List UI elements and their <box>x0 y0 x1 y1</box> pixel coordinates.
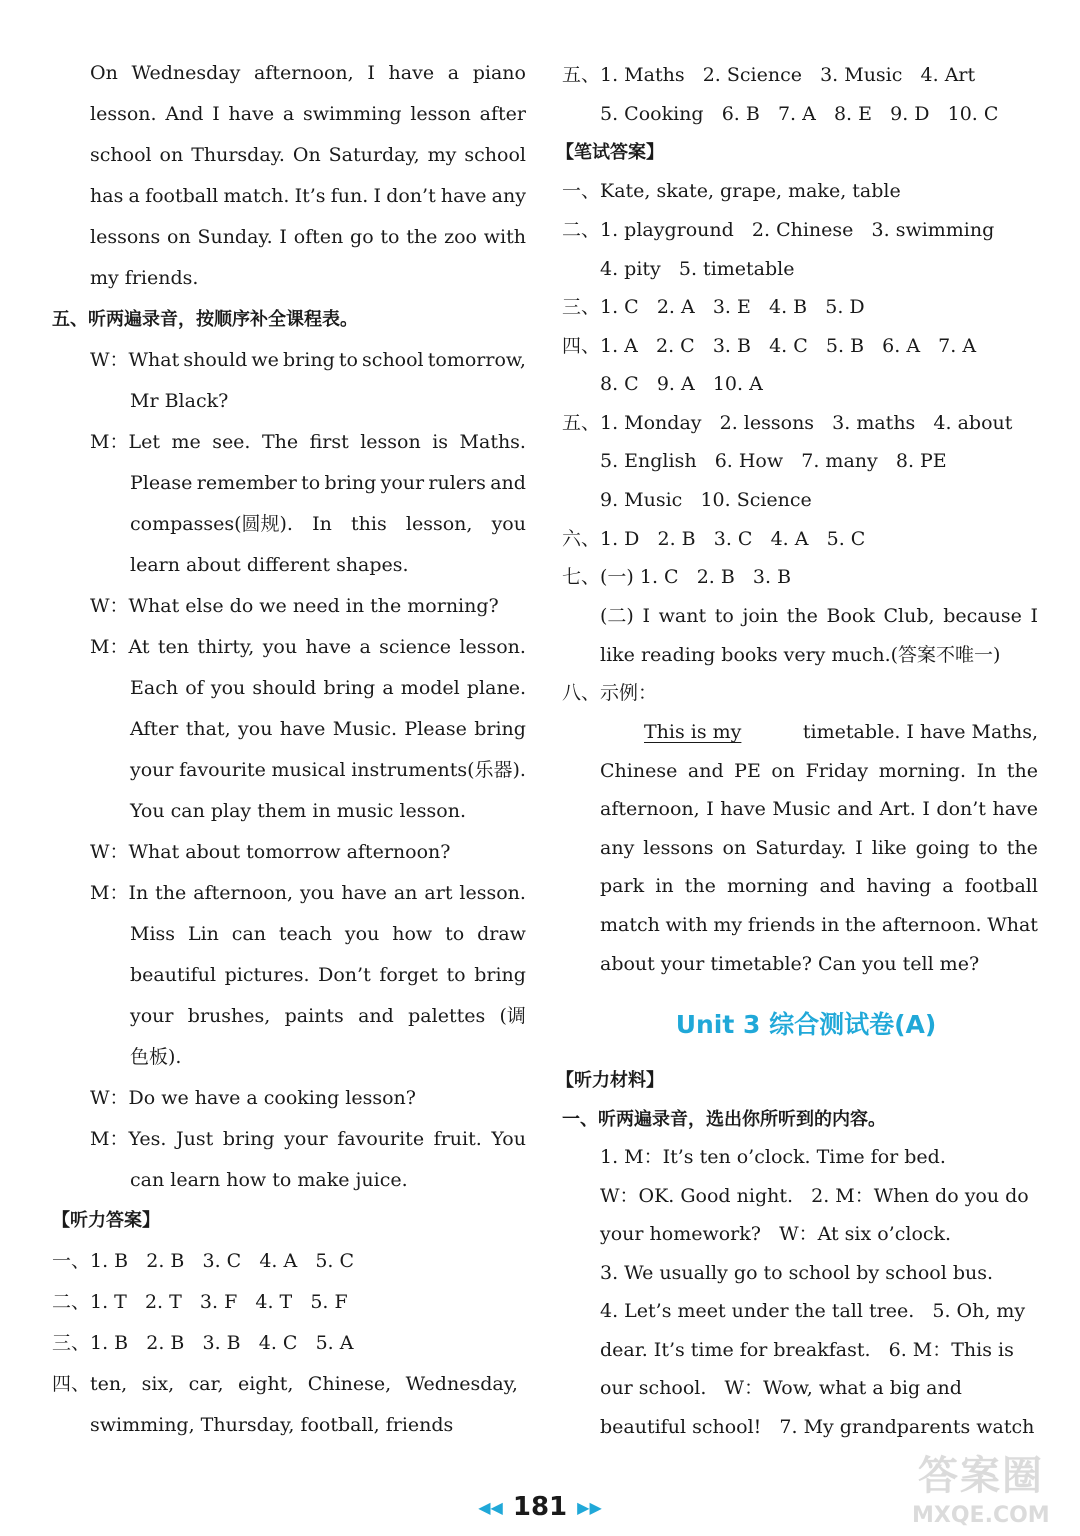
material-line: dear. It’s time for breakfast. 6. M：This is <box>600 1339 1014 1361</box>
material-line: 4. Let’s meet under the tall tree. 5. Oh, my <box>600 1300 1026 1322</box>
dialogue-line: W：What about tomorrow afternoon? <box>90 841 451 863</box>
section-heading: 五、听两遍录音，按顺序补全课程表。 <box>52 309 358 330</box>
essay-line: match with my friends in the afternoon. What <box>600 914 1038 936</box>
section-heading: 一、听两遍录音，选出你所听到的内容。 <box>562 1109 886 1130</box>
dialogue-line: Mr Black? <box>130 390 229 412</box>
dialogue-line: Miss Lin can teach you how to draw <box>130 923 526 945</box>
essay-line: park in the morning and having a football <box>600 875 1038 897</box>
dialogue-line: 色板). <box>130 1046 182 1068</box>
dialogue-line: Please remember to bring your rulers and <box>130 472 526 494</box>
essay-line: any lessons on Saturday. I like going to the <box>600 837 1038 859</box>
answer-line: 八、示例： <box>562 682 658 704</box>
dialogue-line: compasses(圆规). In this lesson, you <box>130 513 526 535</box>
answer-line: 五、1. Monday 2. lessons 3. maths 4. about <box>562 412 1013 434</box>
material-line: your homework? W：At six o’clock. <box>600 1223 952 1245</box>
dialogue-line: After that, you have Music. Please bring <box>130 718 526 740</box>
listening-material-heading: 【听力材料】 <box>556 1070 664 1091</box>
dialogue-line: You can play them in music lesson. <box>130 800 467 822</box>
dialogue-line: can learn how to make juice. <box>130 1169 408 1191</box>
passage-line: has a football match. It’s fun. I don’t have any <box>90 185 526 207</box>
page-number: 181 <box>512 1492 568 1522</box>
answer-line: 三、1. B 2. B 3. B 4. C 5. A <box>52 1332 354 1354</box>
dialogue-line: M：Yes. Just bring your favourite fruit. You <box>90 1128 526 1150</box>
answer-line: 七、(一) 1. C 2. B 3. B <box>562 566 792 588</box>
answer-line: 一、Kate, skate, grape, make, table <box>562 180 901 202</box>
dialogue-line: your brushes, paints and palettes (调 <box>130 1005 526 1027</box>
passage-line: lesson. And I have a swimming lesson after <box>90 103 526 125</box>
watermark-bottom-text: MXQE.COM <box>912 1503 1050 1528</box>
essay-line: Chinese and PE on Friday morning. In the <box>600 760 1038 782</box>
answer-line: 五、1. Maths 2. Science 3. Music 4. Art <box>562 64 976 86</box>
watermark-logo <box>912 1444 1062 1528</box>
passage-line: On Wednesday afternoon, I have a piano <box>90 62 526 84</box>
essay-underlined-fragment: This is my <box>644 721 742 743</box>
material-line: 3. We usually go to school by school bus. <box>600 1262 994 1284</box>
material-line: our school. W：Wow, what a big and <box>600 1377 962 1399</box>
watermark-top-text: 答案圈 <box>918 1453 1044 1499</box>
dialogue-line: Each of you should bring a model plane. <box>130 677 526 699</box>
left-arrows-icon: ◀◀ <box>478 1497 503 1517</box>
answer-line: 8. C 9. A 10. A <box>600 373 763 395</box>
written-answers-heading: 【笔试答案】 <box>556 142 664 163</box>
answers-heading: 【听力答案】 <box>52 1210 160 1231</box>
answer-line: 5. Cooking 6. B 7. A 8. E 9. D 10. C <box>600 103 999 125</box>
right-arrows-icon: ▶▶ <box>577 1497 602 1517</box>
essay-line: about your timetable? Can you tell me? <box>600 953 980 975</box>
dialogue-line: W：What else do we need in the morning? <box>90 595 499 617</box>
essay-line <box>644 717 1038 747</box>
answer-line: 二、1. T 2. T 3. F 4. T 5. F <box>52 1291 348 1313</box>
answer-line: like reading books very much.(答案不唯一) <box>600 644 1001 666</box>
dialogue-line: learn about different shapes. <box>130 554 409 576</box>
unit-title: Unit 3 综合测试卷(A) <box>675 1010 937 1039</box>
dialogue-line: W：Do we have a cooking lesson? <box>90 1087 416 1109</box>
material-line: W：OK. Good night. 2. M：When do you do <box>600 1185 1029 1207</box>
dialogue-line: M：In the afternoon, you have an art lesson. <box>90 882 526 904</box>
answer-line: 四、1. A 2. C 3. B 4. C 5. B 6. A 7. A <box>562 335 977 357</box>
material-line: 1. M：It’s ten o’clock. Time for bed. <box>600 1146 946 1168</box>
dialogue-line: beautiful pictures. Don’t forget to bring <box>130 964 526 986</box>
answer-line: 三、1. C 2. A 3. E 4. B 5. D <box>562 296 865 318</box>
answer-line: (二) I want to join the Book Club, because I <box>600 605 1038 627</box>
answer-line: 四、ten, six, car, eight, Chinese, Wednesday, <box>52 1373 518 1395</box>
answer-line: 5. English 6. How 7. many 8. PE <box>600 450 947 472</box>
answer-line: 六、1. D 2. B 3. C 4. A 5. C <box>562 528 866 550</box>
answer-line: 9. Music 10. Science <box>600 489 812 511</box>
essay-fragment: timetable. I have Maths, <box>802 721 1038 743</box>
passage-line: school on Thursday. On Saturday, my school <box>90 144 526 166</box>
essay-line: afternoon, I have Music and Art. I don’t have <box>600 798 1038 820</box>
answer-line: swimming, Thursday, football, friends <box>90 1414 454 1436</box>
passage-line: lessons on Sunday. I often go to the zoo with <box>90 226 526 248</box>
dialogue-line: your favourite musical instruments(乐器). <box>130 759 526 781</box>
answer-line: 二、1. playground 2. Chinese 3. swimming <box>562 219 995 241</box>
dialogue-line: M：Let me see. The first lesson is Maths. <box>90 431 526 453</box>
answer-line: 4. pity 5. timetable <box>600 258 795 280</box>
passage-line: my friends. <box>90 267 199 289</box>
dialogue-line: M：At ten thirty, you have a science lesson. <box>90 636 526 658</box>
dialogue-line: W：What should we bring to school tomorrow, <box>90 349 526 371</box>
material-line: beautiful school! 7. My grandparents watch <box>600 1416 1035 1438</box>
answer-line: 一、1. B 2. B 3. C 4. A 5. C <box>52 1250 355 1272</box>
